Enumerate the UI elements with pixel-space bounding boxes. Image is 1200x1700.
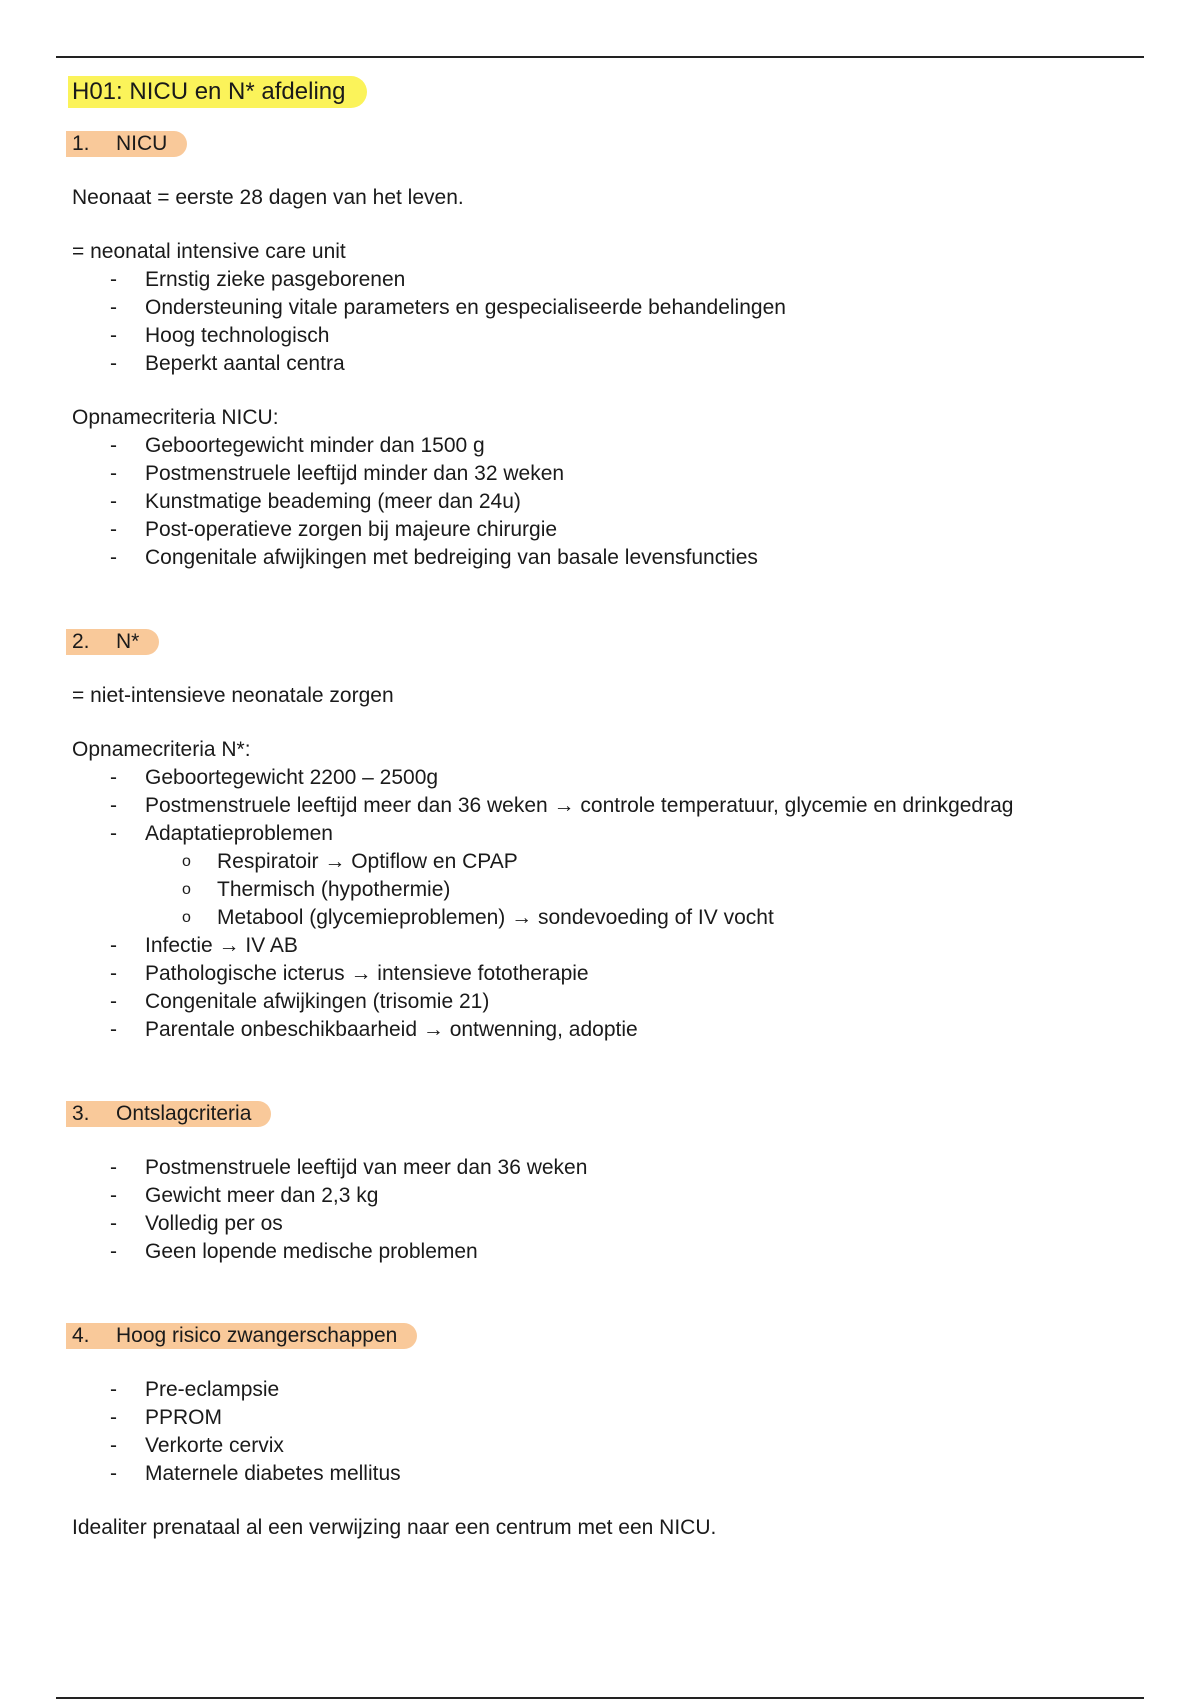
list-item: - Adaptatieproblemen <box>72 820 1122 848</box>
sub-list-item: o Thermisch (hypothermie) <box>72 876 1122 904</box>
section-heading-ontslagcriteria <box>66 1101 271 1127</box>
nicu-definition-list <box>72 266 1122 378</box>
list-item: - Parentale onbeschikbaarheid → ontwenning, adoptie <box>72 1016 1122 1044</box>
n-star-criteria-list <box>72 764 1122 848</box>
section-number: 2. <box>72 630 90 653</box>
list-item: - Ondersteuning vitale parameters en gespecialiseerde behandelingen <box>72 294 1122 322</box>
list-item: - Geen lopende medische problemen <box>72 1238 1122 1266</box>
nicu-definition: = neonatal intensive care unit <box>72 240 346 263</box>
section-number: 3. <box>72 1102 90 1125</box>
sub-list-item: o Respiratoir → Optiflow en CPAP <box>72 848 1122 876</box>
bottom-rule <box>56 1697 1144 1699</box>
document-title: H01: NICU en N* afdeling <box>68 76 367 108</box>
list-item: - Pathologische icterus → intensieve fototherapie <box>72 960 1122 988</box>
n-star-criteria-list-continued <box>72 932 1122 1044</box>
nicu-criteria-list <box>72 432 1122 572</box>
list-item: - Geboortegewicht 2200 – 2500g <box>72 764 1122 792</box>
section-title: Hoog risico zwangerschappen <box>116 1324 398 1347</box>
section-number: 4. <box>72 1324 90 1347</box>
section-title: N* <box>116 630 140 653</box>
sub-list-item: o Metabool (glycemieproblemen) → sondevoeding of IV vocht <box>72 904 1122 932</box>
list-item: - Kunstmatige beademing (meer dan 24u) <box>72 488 1122 516</box>
list-item: - Volledig per os <box>72 1210 1122 1238</box>
list-item: - Beperkt aantal centra <box>72 350 1122 378</box>
hoog-risico-list <box>72 1376 1122 1488</box>
list-item: - Maternele diabetes mellitus <box>72 1460 1122 1488</box>
list-item: - Postmenstruele leeftijd van meer dan 36 weken <box>72 1154 1122 1182</box>
neonaat-definition: Neonaat = eerste 28 dagen van het leven. <box>72 186 464 209</box>
list-item: - Pre-eclampsie <box>72 1376 1122 1404</box>
document-body <box>72 72 1122 1542</box>
closing-note: Idealiter prenataal al een verwijzing naar een centrum met een NICU. <box>72 1516 717 1539</box>
list-item: - Postmenstruele leeftijd meer dan 36 weken → controle temperatuur, glycemie en drinkgedrag <box>72 792 1122 820</box>
list-item: - Geboortegewicht minder dan 1500 g <box>72 432 1122 460</box>
list-item: - Gewicht meer dan 2,3 kg <box>72 1182 1122 1210</box>
list-item: - Ernstig zieke pasgeborenen <box>72 266 1122 294</box>
section-heading-n-star <box>66 629 159 655</box>
n-star-definition: = niet-intensieve neonatale zorgen <box>72 684 394 707</box>
n-star-criteria-label: Opnamecriteria N*: <box>72 738 251 761</box>
list-item: - Postmenstruele leeftijd minder dan 32 weken <box>72 460 1122 488</box>
list-item: - Congenitale afwijkingen met bedreiging van basale levensfuncties <box>72 544 1122 572</box>
list-item: - Congenitale afwijkingen (trisomie 21) <box>72 988 1122 1016</box>
section-title: Ontslagcriteria <box>116 1102 252 1125</box>
list-item: - Infectie → IV AB <box>72 932 1122 960</box>
adaptation-sublist <box>72 848 1122 932</box>
list-item: - PPROM <box>72 1404 1122 1432</box>
top-rule <box>56 56 1144 58</box>
list-item: - Verkorte cervix <box>72 1432 1122 1460</box>
list-item: - Hoog technologisch <box>72 322 1122 350</box>
ontslag-list <box>72 1154 1122 1266</box>
list-item: - Post-operatieve zorgen bij majeure chirurgie <box>72 516 1122 544</box>
section-heading-hoog-risico <box>66 1323 417 1349</box>
section-number: 1. <box>72 132 90 155</box>
section-title: NICU <box>116 132 168 155</box>
section-heading-nicu <box>66 131 187 157</box>
nicu-criteria-label: Opnamecriteria NICU: <box>72 406 279 429</box>
